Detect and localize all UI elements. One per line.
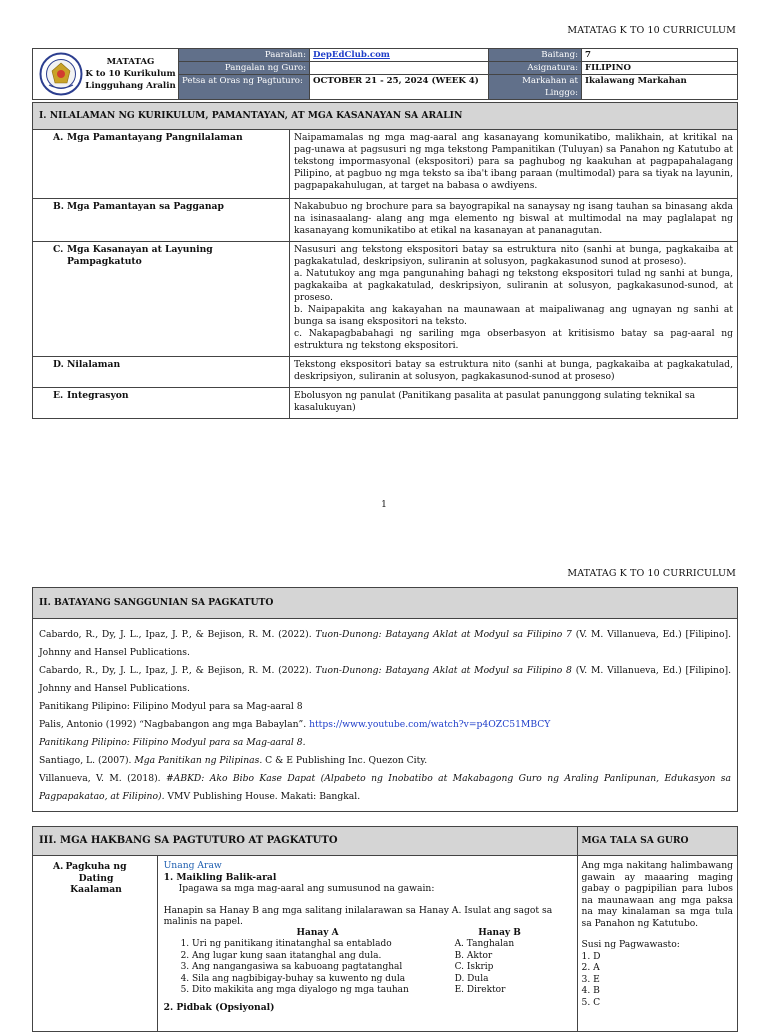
guro-label: Pangalan ng Guro:: [179, 62, 310, 75]
row-label-c: C. Mga Kasanayan at Layuning Pampagkatuto: [33, 242, 290, 357]
hanay-a-item: 5. Dito makikita ang mga diyalogo ng mga tauhan: [180, 985, 409, 995]
row-label-d: D. Nilalaman: [33, 357, 290, 388]
youtube-link[interactable]: https://www.youtube.com/watch?v=p4OZC51MBCY: [309, 719, 551, 730]
reference-item: Villanueva, V. M. (2018). #ABKD: Ako Bibo Kase Dapat (Alpabeto ng Inobatibo at Makabagong Guro ng Araling Panlipunan, Edukasyon sa Pagpapakatao, at Filipino). VMV Publishing House. Makati: Bangkal.: [39, 773, 731, 802]
notes-title: MGA TALA SA GURO: [577, 827, 738, 856]
hanay-b-item: E. Direktor: [454, 985, 506, 995]
reference-item: Cabardo, R., Dy, J. L., Ipaz, J. P., & Bejison, R. M. (2022). Tuon-Dunong: Batayang Aklat at Modyul sa Filipino 8 (V. M. Villanueva, Ed.) [Filipino]. Johnny and Hansel Publications.: [39, 665, 731, 694]
reference-item: Palis, Antonio (1992) “Nagbabangon ang mga Babaylan”. https://www.youtube.com/watch?v=p4OZC51MBCY: [39, 719, 551, 730]
answer-key-item: 3. E: [581, 973, 600, 985]
hanay-a-item: 2. Ang lugar kung saan itatanghal ang dula.: [180, 950, 382, 961]
hanay-a-item: 4. Sila ang nagbibigay-buhay sa kuwento ng dula: [180, 973, 406, 984]
markahan-value: Ikalawang Markahan: [582, 75, 738, 100]
logo-line3: Lingguhang Aralin: [85, 81, 176, 91]
logo-cell: [33, 49, 179, 100]
row-label-e: E. Integrasyon: [33, 388, 290, 419]
logo-text: [83, 56, 178, 92]
section-1-table: [32, 102, 738, 419]
section-2-title: II. BATAYANG SANGGUNIAN SA PAGKATUTO: [33, 588, 737, 619]
answer-key-title: Susi ng Pagwawasto:: [581, 939, 680, 950]
page-header: MATATAG K TO 10 CURRICULUM: [567, 25, 736, 36]
row-label-a: A. Mga Pamantayang Pangnilalaman: [33, 130, 290, 199]
header-table: [32, 48, 738, 100]
notes-text: Ang mga nakitang halimbawang gawain ay maaaring maging gabay o pagpipilian para lubos na maunawaan ang mga paksa na may kinalaman sa mga tula sa Panahon ng Katutubo.: [581, 860, 733, 929]
logo-name: MATATAG: [106, 57, 155, 67]
page-header-2: MATATAG K TO 10 CURRICULUM: [567, 568, 736, 579]
baitang-label: Baitang:: [489, 49, 582, 62]
row-content-c: Nasusuri ang tekstong ekspositori batay sa estruktura nito (sanhi at bunga, pagkakaiba at pagkakatulad, deskripsiyon, suliranin at solusyon, pagkakasunod sunod at proseso). a. Natutukoy ang mga pangunahing bahagi ng tekstong ekspositori tulad ng sanhi at bunga, pagkakaiba at pagkakatulad, deskripsiyon, suliranin at solusyon, pagkakasunod-sunod, at proseso. b. Naipapakita ang kakayahan na maunawaan at maipaliwanag ang ugnayan ng sanhi at bunga sa isang ekspositori na teksto. c. Nakapagbabahagi ng sariling mga obserbasyon at kritisismo batay sa pag-aaral ng estruktura ng tekstong ekspositori.: [290, 242, 738, 357]
answer-key-item: 4. B: [581, 985, 600, 996]
markahan-label: Markahan at Linggo:: [489, 75, 582, 100]
reference-item: Santiago, L. (2007). Mga Panitikan ng Pilipinas. C & E Publishing Inc. Quezon City.: [39, 755, 428, 766]
petsa-label: Petsa at Oras ng Pagtuturo:: [179, 75, 310, 100]
paaralan-value: [310, 49, 489, 62]
section-2-box: [32, 587, 738, 812]
baitang-value: 7: [582, 49, 738, 62]
answer-key-item: 5. C: [581, 996, 601, 1008]
row-content-a: Naipamamalas ng mga mag-aaral ang kasanayang komunikatibo, malikhain, at kritikal na pag-unawa at pagsusuri ng mga tekstong Pampanitikan (Tuluyan) sa Panahon ng Katutubo at tekstong impormasyonal (ekspositori) para sa paghubog ng kaakuhan at pagpapahalagang Pilipino, at pagbuo ng mga teksto sa iba't ibang paraan (multimodal) para sa tiyak na layunin, pagpapakahulugan, at target na babasa o awdiyens.: [290, 130, 738, 199]
row-label-b: B. Mga Pamantayan sa Pagganap: [33, 199, 290, 242]
petsa-value: OCTOBER 21 - 25, 2024 (WEEK 4): [310, 75, 489, 100]
hanay-a-item: 1. Uri ng panitikang itinatanghal sa entablado: [180, 939, 392, 949]
reference-item: Panitikang Pilipino: Filipino Modyul para sa Mag-aaral 8.: [39, 737, 306, 748]
answer-key-item: 1. D: [581, 950, 601, 962]
hanay-a: Hanay A 1. Uri ng panitikang itinatanghal sa entablado 2. Ang lugar kung saan itatanghal ang dula. 3. Ang nangangasiwa sa kabuoang pagtatanghal 4. Sila ang nagbibigay-buhay sa kuwento ng dula 5. Dito makikita ang mga diyalogo ng mga tauhan: [164, 928, 455, 997]
guro-value: [310, 62, 489, 75]
reference-list: [33, 619, 737, 806]
day-label: Unang Araw: [163, 860, 222, 871]
deped-seal-icon: [39, 52, 83, 96]
hanay-b-item: D. Dula: [454, 973, 489, 984]
hanay-b-item: A. Tanghalan: [454, 939, 515, 949]
paaralan-link[interactable]: DepEdClub.com: [313, 50, 390, 60]
row-content-e: Ebolusyon ng panulat (Panitikang pasalita at pasulat panunggong sulating teknikal sa kasalukuyan): [290, 388, 738, 419]
paaralan-label: Paaralan:: [179, 49, 310, 62]
asignatura-value: FILIPINO: [582, 62, 738, 75]
hanay-b-item: C. Iskrip: [454, 962, 494, 972]
row-content-d: Tekstong ekspositori batay sa estruktura nito (sanhi at bunga, pagkakaiba at pagkakatulad, deskripsiyon, suliranin at solusyon, pagkakasunod-sunod at proseso): [290, 357, 738, 388]
hanay-a-item: 3. Ang nangangasiwa sa kabuoang pagtatanghal: [180, 962, 403, 972]
row-content-b: Nakabubuo ng brochure para sa bayograpikal na sanaysay ng isang tauhan sa binasang akda na isinasaalang- alang ang mga elemento ng biswal at multimodal na may paglalapat ng kasanayang komunikatibo at etikal na kasanayan at pananagutan.: [290, 199, 738, 242]
section-3-title: III. MGA HAKBANG SA PAGTUTURO AT PAGKATUTO: [33, 827, 578, 856]
section-1-title: I. NILALAMAN NG KURIKULUM, PAMANTAYAN, AT MGA KASANAYAN SA ARALIN: [33, 103, 738, 130]
section-3-table: [32, 826, 738, 1032]
page-number: 1: [381, 500, 387, 510]
instruction-1: Ipagawa sa mga mag-aaral ang sumusunod na gawain:: [178, 883, 435, 894]
step-1: 1. Maikling Balik-aral: [163, 871, 277, 883]
row-label-pagkuha: A. Pagkuha ng Dating Kaalaman: [33, 856, 158, 1032]
step-2: 2. Pidbak (Opsiyonal): [163, 1001, 275, 1013]
reference-item: Cabardo, R., Dy, J. L., Ipaz, J. P., & Bejison, R. M. (2022). Tuon-Dunong: Batayang Aklat at Modyul sa Filipino 7 (V. M. Villanueva, Ed.) [Filipino]. Johnny and Hansel Publications.: [39, 629, 731, 658]
logo-line2: K to 10 Kurikulum: [85, 69, 176, 79]
instruction-2: Hanapin sa Hanay B ang mga salitang inilalarawan sa Hanay A. Isulat ang sagot sa malinis na papel.: [163, 904, 553, 927]
asignatura-label: Asignatura:: [489, 62, 582, 75]
hanay-b: Hanay B A. Tanghalan B. Aktor C. Iskrip D. Dula E. Direktor: [455, 928, 545, 997]
hanay-b-item: B. Aktor: [454, 950, 493, 961]
answer-key-item: 2. A: [581, 962, 600, 973]
reference-item: Panitikang Pilipino: Filipino Modyul para sa Mag-aaral 8: [39, 701, 303, 712]
teacher-notes: [577, 856, 738, 1032]
hanay-columns: [164, 928, 571, 997]
lesson-steps: [157, 856, 577, 1032]
